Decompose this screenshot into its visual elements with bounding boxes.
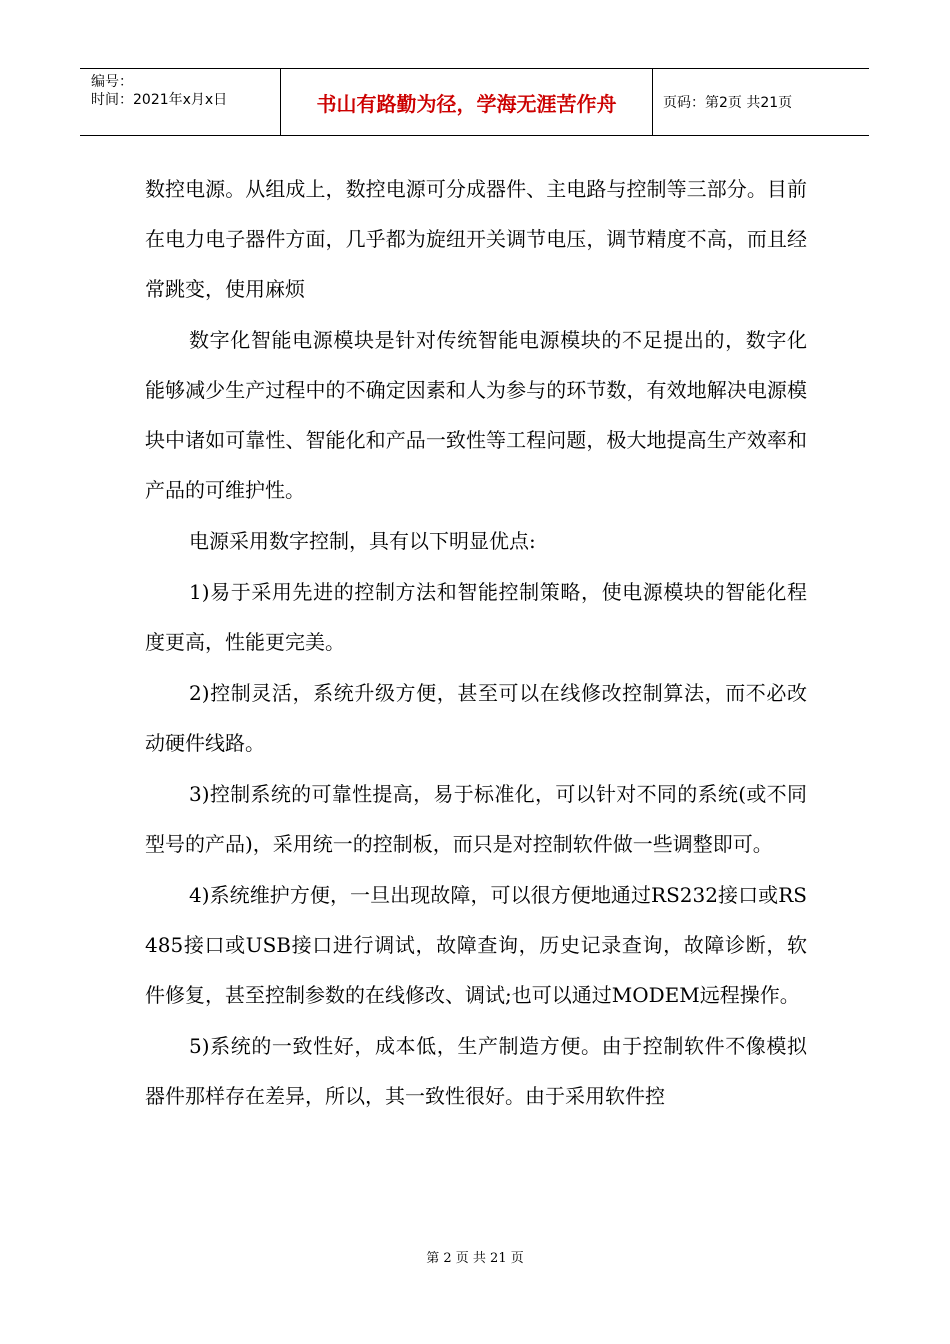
document-number-label: 编号：: [91, 74, 133, 90]
paragraph: 数字化智能电源模块是针对传统智能电源模块的不足提出的，数字化能够减少生产过程中的不确定因素和人为参与的环节数，有效地解决电源模块中诸如可靠性、智能化和产品一致性等工程问题，极大地提高生产效率和产品的可维护性。: [145, 328, 807, 502]
document-time-label: 时间：2021年x月x日: [91, 92, 228, 108]
list-item: 3)控制系统的可靠性提高，易于标准化，可以针对不同的系统(或不同型号的产品)，采用统一的控制板，而只是对控制软件做一些调整即可。: [145, 782, 807, 856]
header-page-cell: [653, 69, 869, 135]
page-footer: [0, 1247, 950, 1266]
list-item: 5)系统的一致性好，成本低，生产制造方便。由于控制软件不像模拟器件那样存在差异，所以，其一致性很好。由于采用软件控: [145, 1034, 807, 1108]
header-page-info: 页码：第2页 共21页: [663, 95, 793, 111]
header-motto: 书山有路勤为径，学海无涯苦作舟: [316, 91, 617, 116]
list-item: 2)控制灵活，系统升级方便，甚至可以在线修改控制算法，而不必改动硬件线路。: [145, 681, 807, 755]
header-motto-cell: [281, 69, 653, 135]
paragraph: 数控电源。从组成上，数控电源可分成器件、主电路与控制等三部分。目前在电力电子器件方面，几乎都为旋纽开关调节电压，调节精度不高，而且经常跳变，使用麻烦: [145, 177, 807, 301]
header-meta-cell: [80, 69, 281, 135]
footer-page-number: 第 2 页 共 21 页: [426, 1251, 524, 1266]
list-item: 4)系统维护方便，一旦出现故障，可以很方便地通过RS232接口或RS485接口或USB接口进行调试，故障查询，历史记录查询，故障诊断，软件修复，甚至控制参数的在线修改、调试;也可以通过MODEM远程操作。: [145, 883, 807, 1007]
list-item: 1)易于采用先进的控制方法和智能控制策略，使电源模块的智能化程度更高，性能更完美。: [145, 580, 807, 654]
page-header: [80, 68, 869, 136]
paragraph: 电源采用数字控制，具有以下明显优点:: [189, 529, 536, 553]
document-body: [145, 164, 807, 1122]
